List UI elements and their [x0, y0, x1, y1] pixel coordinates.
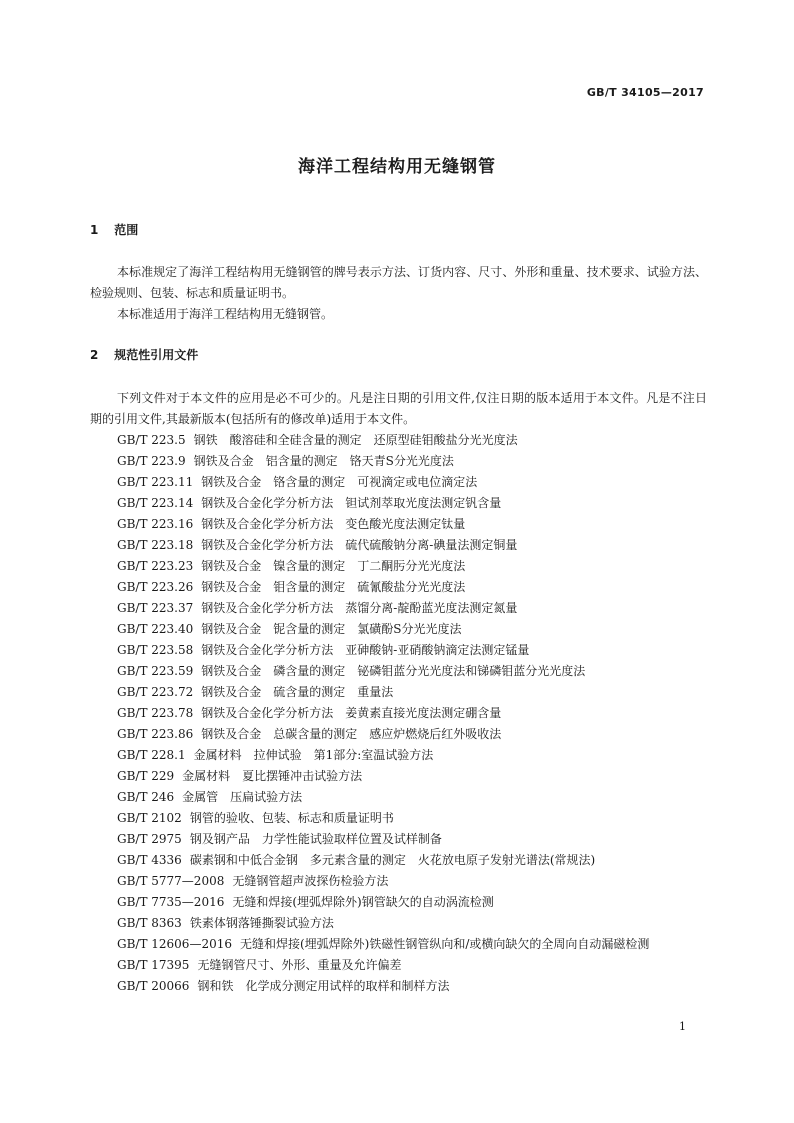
- reference-item: [90, 640, 707, 661]
- reference-item: [90, 514, 707, 535]
- page-number: 1: [679, 1020, 686, 1033]
- reference-code: GB/T 223.26: [117, 580, 194, 594]
- reference-code: GB/T 4336: [117, 853, 182, 867]
- reference-code: GB/T 246: [117, 790, 175, 804]
- reference-title: 无缝和焊接(埋弧焊除外)铁磁性钢管纵向和/或横向缺欠的全周向自动漏磁检测: [239, 937, 650, 951]
- reference-title: 金属管 压扁试验方法: [182, 790, 303, 804]
- scope-paragraph-1: 本标准规定了海洋工程结构用无缝钢管的牌号表示方法、订货内容、尺寸、外形和重量、技术要求、试验方法、检验规则、包装、标志和质量证明书。: [90, 265, 707, 300]
- reference-code: GB/T 223.86: [117, 727, 194, 741]
- standard-code: GB/T 34105—2017: [586, 86, 704, 99]
- reference-code: GB/T 7735—2016: [117, 895, 225, 909]
- reference-title: 碳素钢和中低合金钢 多元素含量的测定 火花放电原子发射光谱法(常规法): [189, 853, 596, 867]
- reference-title: 钢铁及合金 铝含量的测定 铬天青S分光光度法: [193, 454, 454, 468]
- section-1-title: 范围: [114, 223, 139, 237]
- reference-item: [90, 850, 707, 871]
- document-title: 海洋工程结构用无缝钢管: [298, 157, 496, 177]
- reference-title: 钢铁及合金 铬含量的测定 可视滴定或电位滴定法: [201, 475, 478, 489]
- reference-title: 钢铁及合金化学分析方法 变色酸光度法测定钛量: [201, 517, 466, 531]
- reference-item: [90, 556, 707, 577]
- reference-title: 钢铁及合金 硫含量的测定 重量法: [201, 685, 394, 699]
- reference-list: [90, 430, 707, 997]
- section-1-heading: [90, 221, 138, 238]
- reference-code: GB/T 223.14: [117, 496, 194, 510]
- reference-item: [90, 766, 707, 787]
- reference-title: 无缝钢管超声波探伤检验方法: [232, 874, 389, 888]
- reference-code: GB/T 223.78: [117, 706, 194, 720]
- reference-title: 钢铁及合金化学分析方法 硫代硫酸钠分离-碘量法测定铜量: [201, 538, 518, 552]
- section-1-number: 1: [90, 223, 99, 237]
- reference-item: [90, 808, 707, 829]
- reference-code: GB/T 17395: [117, 958, 190, 972]
- reference-title: 金属材料 拉伸试验 第1部分:室温试验方法: [193, 748, 434, 762]
- section-2-heading: [90, 346, 198, 363]
- reference-code: GB/T 223.37: [117, 601, 194, 615]
- reference-code: GB/T 12606—2016: [117, 937, 232, 951]
- reference-title: 钢铁及合金化学分析方法 蒸馏分离-靛酚蓝光度法测定氮量: [201, 601, 518, 615]
- reference-title: 钢铁及合金 磷含量的测定 铋磷钼蓝分光光度法和锑磷钼蓝分光光度法: [201, 664, 586, 678]
- reference-item: [90, 661, 707, 682]
- reference-item: [90, 913, 707, 934]
- reference-item: [90, 745, 707, 766]
- reference-code: GB/T 5777—2008: [117, 874, 225, 888]
- reference-code: GB/T 223.18: [117, 538, 194, 552]
- reference-item: [90, 451, 707, 472]
- reference-title: 金属材料 夏比摆锤冲击试验方法: [182, 769, 363, 783]
- scope-paragraph-2: 本标准适用于海洋工程结构用无缝钢管。: [117, 307, 334, 321]
- reference-code: GB/T 8363: [117, 916, 182, 930]
- reference-item: [90, 955, 707, 976]
- section-1-body: [90, 262, 707, 325]
- reference-title: 铁素体钢落锤撕裂试验方法: [189, 916, 334, 930]
- section-2-number: 2: [90, 348, 99, 362]
- reference-title: 无缝钢管尺寸、外形、重量及允许偏差: [197, 958, 402, 972]
- reference-item: [90, 934, 707, 955]
- reference-title: 钢铁及合金 铌含量的测定 氯磺酚S分光光度法: [201, 622, 462, 636]
- reference-code: GB/T 223.58: [117, 643, 194, 657]
- reference-code: GB/T 2102: [117, 811, 182, 825]
- reference-code: GB/T 223.40: [117, 622, 194, 636]
- reference-item: [90, 682, 707, 703]
- reference-title: 钢管的验收、包装、标志和质量证明书: [189, 811, 394, 825]
- reference-item: [90, 703, 707, 724]
- reference-code: GB/T 20066: [117, 979, 190, 993]
- reference-code: GB/T 223.59: [117, 664, 194, 678]
- reference-item: [90, 577, 707, 598]
- reference-code: GB/T 2975: [117, 832, 182, 846]
- reference-code: GB/T 223.72: [117, 685, 194, 699]
- reference-item: [90, 787, 707, 808]
- reference-code: GB/T 223.5: [117, 433, 186, 447]
- reference-item: [90, 871, 707, 892]
- reference-title: 钢及钢产品 力学性能试验取样位置及试样制备: [189, 832, 442, 846]
- reference-title: 钢铁及合金化学分析方法 姜黄素直接光度法测定硼含量: [201, 706, 502, 720]
- reference-item: [90, 493, 707, 514]
- reference-code: GB/T 223.11: [117, 475, 194, 489]
- reference-title: 钢铁及合金 钼含量的测定 硫氰酸盐分光光度法: [201, 580, 466, 594]
- normative-intro-paragraph: 下列文件对于本文件的应用是必不可少的。凡是注日期的引用文件,仅注日期的版本适用于本文件。凡是不注日期的引用文件,其最新版本(包括所有的修改单)适用于本文件。: [90, 391, 707, 426]
- reference-item: [90, 892, 707, 913]
- reference-item: [90, 430, 707, 451]
- reference-code: GB/T 223.16: [117, 517, 194, 531]
- reference-title: 无缝和焊接(埋弧焊除外)钢管缺欠的自动涡流检测: [232, 895, 494, 909]
- reference-item: [90, 472, 707, 493]
- reference-item: [90, 535, 707, 556]
- reference-code: GB/T 228.1: [117, 748, 186, 762]
- reference-item: [90, 724, 707, 745]
- reference-item: [90, 619, 707, 640]
- reference-item: [90, 829, 707, 850]
- reference-item: [90, 976, 707, 997]
- reference-item: [90, 598, 707, 619]
- reference-code: GB/T 223.23: [117, 559, 194, 573]
- reference-title: 钢铁及合金化学分析方法 亚砷酸钠-亚硝酸钠滴定法测定锰量: [201, 643, 530, 657]
- section-2-intro: [90, 388, 707, 430]
- reference-code: GB/T 223.9: [117, 454, 186, 468]
- reference-title: 钢铁及合金 总碳含量的测定 感应炉燃烧后红外吸收法: [201, 727, 502, 741]
- section-2-title: 规范性引用文件: [114, 348, 199, 362]
- reference-title: 钢铁及合金化学分析方法 钽试剂萃取光度法测定钒含量: [201, 496, 502, 510]
- reference-title: 钢铁及合金 镍含量的测定 丁二酮肟分光光度法: [201, 559, 466, 573]
- reference-title: 钢和铁 化学成分测定用试样的取样和制样方法: [197, 979, 450, 993]
- reference-title: 钢铁 酸溶硅和全硅含量的测定 还原型硅钼酸盐分光光度法: [193, 433, 518, 447]
- reference-code: GB/T 229: [117, 769, 175, 783]
